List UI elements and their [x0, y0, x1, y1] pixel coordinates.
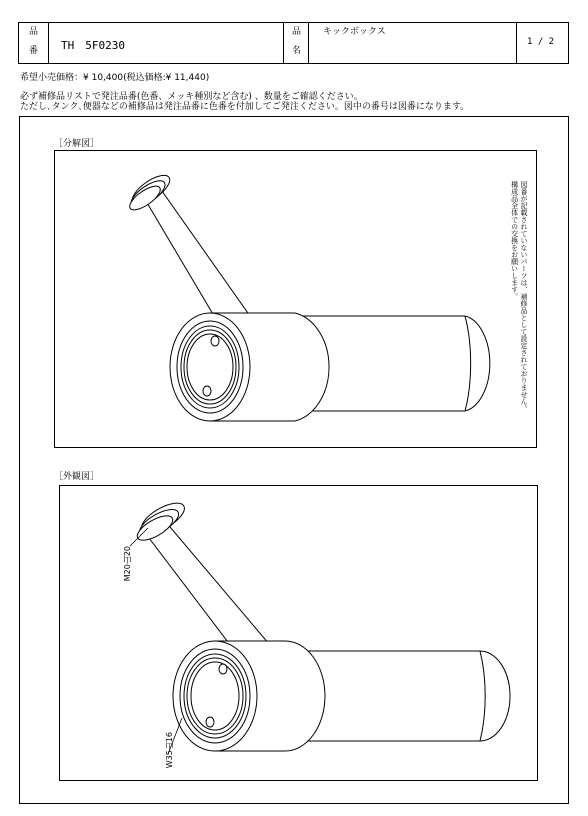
- part-name-label-bottom: 名: [292, 46, 302, 56]
- part-no-label-top: 品: [29, 27, 39, 37]
- price-line: 希望小売価格：¥ 10,400(税込価格:¥ 11,440): [20, 73, 210, 83]
- exterior-view-panel: [59, 485, 538, 781]
- bottom-thread-dimension: W35山16: [165, 732, 174, 769]
- side-note: [509, 181, 528, 412]
- exterior-drawing: [60, 486, 539, 782]
- order-note-1: 必ず補修品リストで発注品番(色番、メッキ種別など含む) 、数量をご確認ください。: [20, 92, 363, 102]
- exploded-view-title: ［分解図］: [54, 139, 100, 149]
- part-no-label-cell: [19, 23, 49, 63]
- side-note-line1: 図番が記載されていないパーツは、補修品として設定されておりません。: [520, 181, 528, 412]
- page-number: 1 / 2: [527, 37, 555, 47]
- part-number: TH 5F0230: [61, 39, 125, 52]
- side-note-line2: 構成品全体での交換をお願いします。: [510, 181, 519, 300]
- page-cell: [517, 23, 569, 63]
- header-table: [18, 22, 569, 64]
- exploded-view-panel: [54, 150, 537, 448]
- order-note-2: ただし､タンク､便器などの補修品は発注品番に色番を付加してご発注ください。図中の番号は図番になります。: [20, 102, 470, 112]
- top-thread-dimension: M20山20: [123, 546, 132, 582]
- part-no-label-bottom: 番: [29, 46, 39, 56]
- part-name-label-top: 品: [292, 27, 302, 37]
- part-name-value-cell: [309, 23, 517, 63]
- part-no-value-cell: [49, 23, 284, 63]
- part-name: キックボックス: [323, 27, 386, 37]
- part-name-label-cell: [284, 23, 309, 63]
- exterior-view-title: ［外観図］: [54, 472, 100, 482]
- exploded-drawing: [55, 151, 538, 449]
